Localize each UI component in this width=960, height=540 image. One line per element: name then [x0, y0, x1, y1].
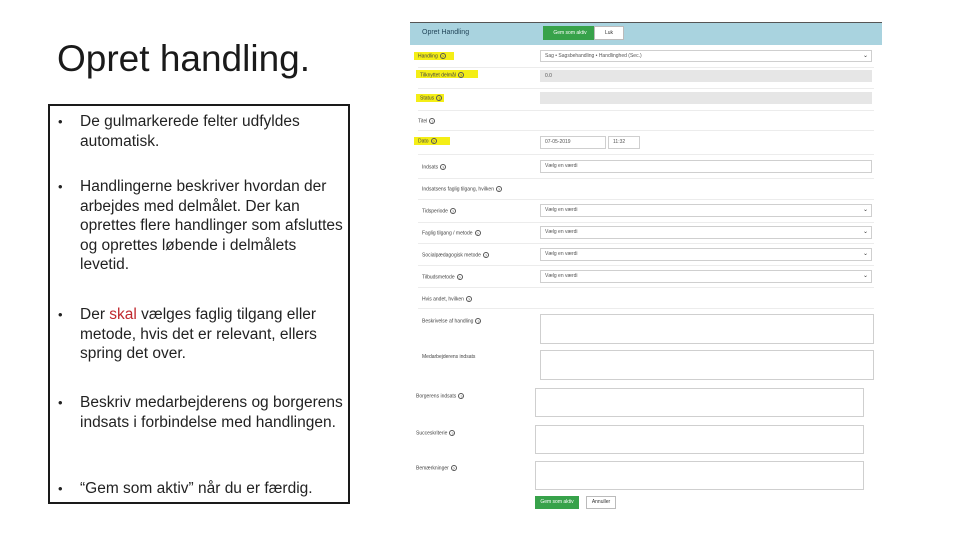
divider	[418, 67, 874, 68]
label-text: Succeskriterie	[416, 430, 448, 437]
time-input[interactable]	[608, 136, 640, 149]
save-as-active-button[interactable]: Gem som aktiv	[543, 26, 597, 40]
field-label-dato	[418, 138, 437, 144]
help-icon[interactable]: ?	[459, 73, 463, 78]
field-value: 07-05-2019	[545, 139, 571, 145]
label-text: Indsatsens faglig tilgang, hvilken	[422, 186, 494, 193]
label-text: Faglig tilgang / metode	[422, 230, 473, 237]
label-text: Borgerens indsats	[416, 393, 457, 400]
label-text: Socialpædagogisk metode	[422, 252, 481, 259]
help-icon[interactable]: ?	[441, 54, 444, 59]
field-label-tidsperiode	[422, 208, 456, 214]
field-label-medarbejderens-indsats	[422, 354, 475, 360]
bullet-text: “Gem som aktiv” når du er færdig.	[80, 480, 313, 497]
handling-select[interactable]	[540, 50, 872, 62]
help-icon[interactable]: ?	[442, 165, 445, 170]
label-text: Status	[420, 95, 435, 102]
socialpaedagogisk-select[interactable]	[540, 248, 872, 261]
divider	[418, 199, 874, 200]
bullet-dot: •	[58, 307, 63, 322]
bullet-text: Beskriv medarbejderens og borgerens indsats i forbindelse med handlingen.	[80, 394, 343, 431]
field-value: 0.0	[545, 73, 552, 79]
divider	[418, 110, 874, 111]
field-label-beskrivelse	[422, 318, 481, 324]
label-text: Hvis andet, hvilken	[422, 296, 464, 303]
beskrivelse-textarea[interactable]	[540, 314, 874, 344]
label-text: Tilbudsmetode	[422, 274, 455, 281]
label-text: Indsats	[422, 164, 439, 171]
field-value: 11:32	[613, 139, 626, 145]
divider	[418, 130, 874, 131]
help-icon[interactable]: ?	[451, 209, 455, 214]
tidsperiode-select[interactable]	[540, 204, 872, 217]
field-label-indsats	[422, 164, 446, 170]
date-input[interactable]	[540, 136, 606, 149]
chevron-down-icon: ⌄	[862, 207, 868, 213]
succeskriterie-textarea[interactable]	[535, 425, 864, 454]
help-icon[interactable]: ?	[438, 96, 441, 101]
chevron-down-icon: ⌄	[862, 251, 868, 257]
field-value: Sag • Sagsbehandling • Handlinghed (Sec.)	[545, 53, 642, 59]
label-text: Beskrivelse af handling	[422, 318, 474, 325]
help-icon[interactable]: ?	[460, 394, 463, 399]
field-value: Vælg en værdi	[545, 207, 578, 213]
delmaal-field	[540, 70, 872, 82]
borger-indsats-textarea[interactable]	[535, 388, 864, 417]
save-as-active-bottom-button[interactable]: Gem som aktiv	[535, 496, 579, 509]
field-label-borgerens-indsats	[416, 393, 464, 399]
label-text: Tidsperiode	[422, 208, 448, 215]
divider	[418, 243, 874, 244]
chevron-down-icon: ⌄	[862, 53, 868, 59]
label-text: Tilknyttet delmål	[420, 72, 456, 79]
indsats-select[interactable]	[540, 160, 872, 173]
tilbudsmetode-select[interactable]	[540, 270, 872, 283]
status-field	[540, 92, 872, 104]
bullet-dot: •	[58, 395, 63, 410]
field-label-delmaal	[420, 72, 464, 78]
divider	[418, 154, 874, 155]
bullet-text-post: vælges faglig tilgang eller metode, hvis det er relevant, ellers spring det over.	[80, 306, 317, 362]
help-icon[interactable]: ?	[451, 431, 454, 436]
help-icon[interactable]: ?	[458, 275, 461, 280]
bullet-textbox	[48, 104, 350, 504]
field-value: Vælg en værdi	[545, 163, 578, 169]
help-icon[interactable]: ?	[431, 119, 434, 124]
divider	[418, 222, 874, 223]
label-text: Titel	[418, 118, 428, 125]
form-screenshot	[410, 22, 882, 514]
cancel-button[interactable]: Annuller	[586, 496, 616, 509]
slide-title: Opret handling.	[57, 38, 311, 79]
field-label-tilbudsmetode	[422, 274, 463, 280]
field-label-socialpaedagogisk	[422, 252, 489, 258]
label-text: Medarbejderens indsats	[422, 354, 476, 360]
help-icon[interactable]: ?	[476, 231, 479, 236]
help-icon[interactable]: ?	[477, 319, 480, 324]
help-icon[interactable]: ?	[467, 297, 471, 302]
field-label-hvis-andet	[422, 296, 472, 302]
help-icon[interactable]: ?	[497, 187, 501, 192]
close-button[interactable]: Luk	[594, 26, 624, 40]
chevron-down-icon: ⌄	[862, 273, 868, 279]
field-value: Vælg en værdi	[545, 251, 578, 257]
help-icon[interactable]: ?	[452, 466, 455, 471]
bullet-text-emphasis: skal	[109, 306, 137, 323]
bullet-text	[80, 305, 345, 364]
field-label-bemaerkninger	[416, 465, 457, 471]
medarbejder-indsats-textarea[interactable]	[540, 350, 874, 380]
bullet-text: Handlingerne beskriver hvordan der arbejdes med delmålet. Der kan oprettes flere handlinger som afsluttes og oprettes løbende i delmålets levetid.	[80, 178, 343, 273]
field-value: Vælg en værdi	[545, 229, 578, 235]
label-text: Dato	[418, 138, 429, 145]
form-header	[410, 23, 882, 45]
bullet-text: De gulmarkerede felter udfyldes automatisk.	[80, 113, 300, 150]
field-label-titel	[418, 118, 435, 124]
divider	[418, 88, 874, 89]
field-value: Vælg en værdi	[545, 273, 578, 279]
field-label-succeskriterie	[416, 430, 455, 436]
help-icon[interactable]: ?	[484, 253, 488, 258]
field-label-faglig-tilgang	[422, 186, 502, 192]
field-label-handling	[418, 53, 446, 59]
metode-select[interactable]	[540, 226, 872, 239]
help-icon[interactable]: ?	[432, 139, 435, 144]
bemaerkninger-textarea[interactable]	[535, 461, 864, 490]
label-text: Handling	[418, 53, 438, 60]
divider	[418, 178, 874, 179]
divider	[418, 287, 874, 288]
bullet-dot: •	[58, 481, 63, 496]
field-label-metode	[422, 230, 481, 236]
bullet-dot: •	[58, 114, 63, 129]
divider	[418, 308, 874, 309]
label-text: Bemærkninger	[416, 465, 449, 472]
field-label-status	[420, 95, 442, 101]
form-title: Opret Handling	[422, 29, 470, 36]
chevron-down-icon: ⌄	[862, 229, 868, 235]
divider	[418, 265, 874, 266]
bullet-text-pre: Der	[80, 306, 110, 323]
bullet-dot: •	[58, 179, 63, 194]
